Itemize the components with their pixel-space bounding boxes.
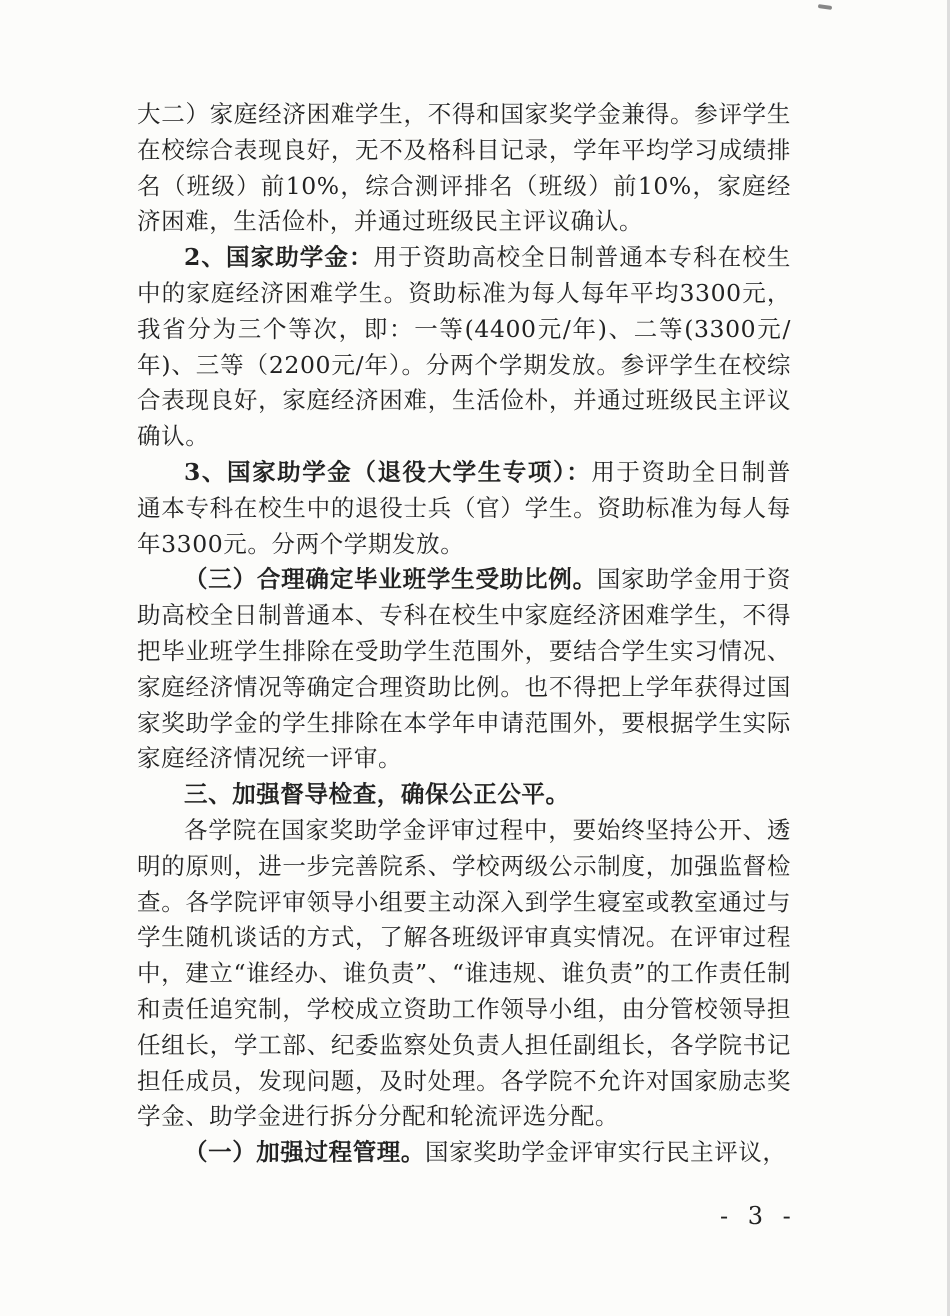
paragraph-veteran-grant bbox=[137, 455, 791, 562]
paragraph-national-grant bbox=[137, 240, 791, 455]
page-number: - 3 - bbox=[720, 1202, 797, 1230]
paragraph-supervision-body bbox=[137, 813, 791, 1135]
paragraph-title: （三）合理确定毕业班学生受助比例。 bbox=[184, 565, 597, 594]
paragraph-text: 各学院在国家奖助学金评审过程中，要始终坚持公开、透明的原则，进一步完善院系、学校两级公示制度，加强监督检查。各学院评审领导小组要主动深入到学生寝室或教室通过与学生随机谈话的方式，了解各班级评审真实情况。在评审过程中，建立“谁经办、谁负责”、“谁违规、谁负责”的工作责任制和责任追究制，学校成立资助工作领导小组，由分管校领导担任组长，学工部、纪委监察处负责人担任副组长，各学院书记担任成员，发现问题，及时处理。各学院不允许对国家励志奖学金、助学金进行拆分分配和轮流评选分配。 bbox=[137, 815, 791, 1131]
paragraph-text: 用于资助高校全日制普通本专科在校生中的家庭经济困难学生。资助标准为每人每年平均3300元，我省分为三个等次，即：一等(4400元/年)、二等(3300元/年)、三等（2200元/年）。分两个学期发放。参评学生在校综合表现良好，家庭经济困难，生活俭朴，并通过班级民主评议确认。 bbox=[137, 243, 791, 451]
paragraph-process-management bbox=[137, 1135, 791, 1171]
paragraph-title: 3、国家助学金（退役大学生专项）： bbox=[184, 457, 592, 486]
paragraph-text: 大二）家庭经济困难学生，不得和国家奖学金兼得。参评学生在校综合表现良好，无不及格科目记录，学年平均学习成绩排名（班级）前10%，综合测评排名（班级）前10%，家庭经济困难，生活俭朴，并通过班级民主评议确认。 bbox=[137, 100, 791, 236]
section-heading: 三、加强督导检查，确保公正公平。 bbox=[184, 780, 570, 809]
section-heading-supervision bbox=[137, 777, 791, 813]
paragraph-text: 国家奖助学金评审实行民主评议， bbox=[425, 1138, 787, 1167]
paragraph-text: 用于资助全日制普通本专科在校生中的退役士兵（官）学生。资助标准为每人每年3300元。分两个学期发放。 bbox=[137, 457, 791, 558]
paragraph-title: 2、国家助学金： bbox=[184, 243, 374, 272]
paragraph-continuation bbox=[137, 97, 791, 240]
document-body bbox=[137, 97, 791, 1171]
paragraph-title: （一）加强过程管理。 bbox=[184, 1138, 425, 1167]
paragraph-text: 国家助学金用于资助高校全日制普通本、专科在校生中家庭经济困难学生，不得把毕业班学生排除在受助学生范围外，要结合学生实习情况、家庭经济情况等确定合理资助比例。也不得把上学年获得过国家奖助学金的学生排除在本学年申请范围外，要根据学生实际家庭经济情况统一评审。 bbox=[137, 565, 791, 773]
paragraph-graduating-class-ratio bbox=[137, 562, 791, 777]
scan-speck bbox=[818, 4, 832, 10]
